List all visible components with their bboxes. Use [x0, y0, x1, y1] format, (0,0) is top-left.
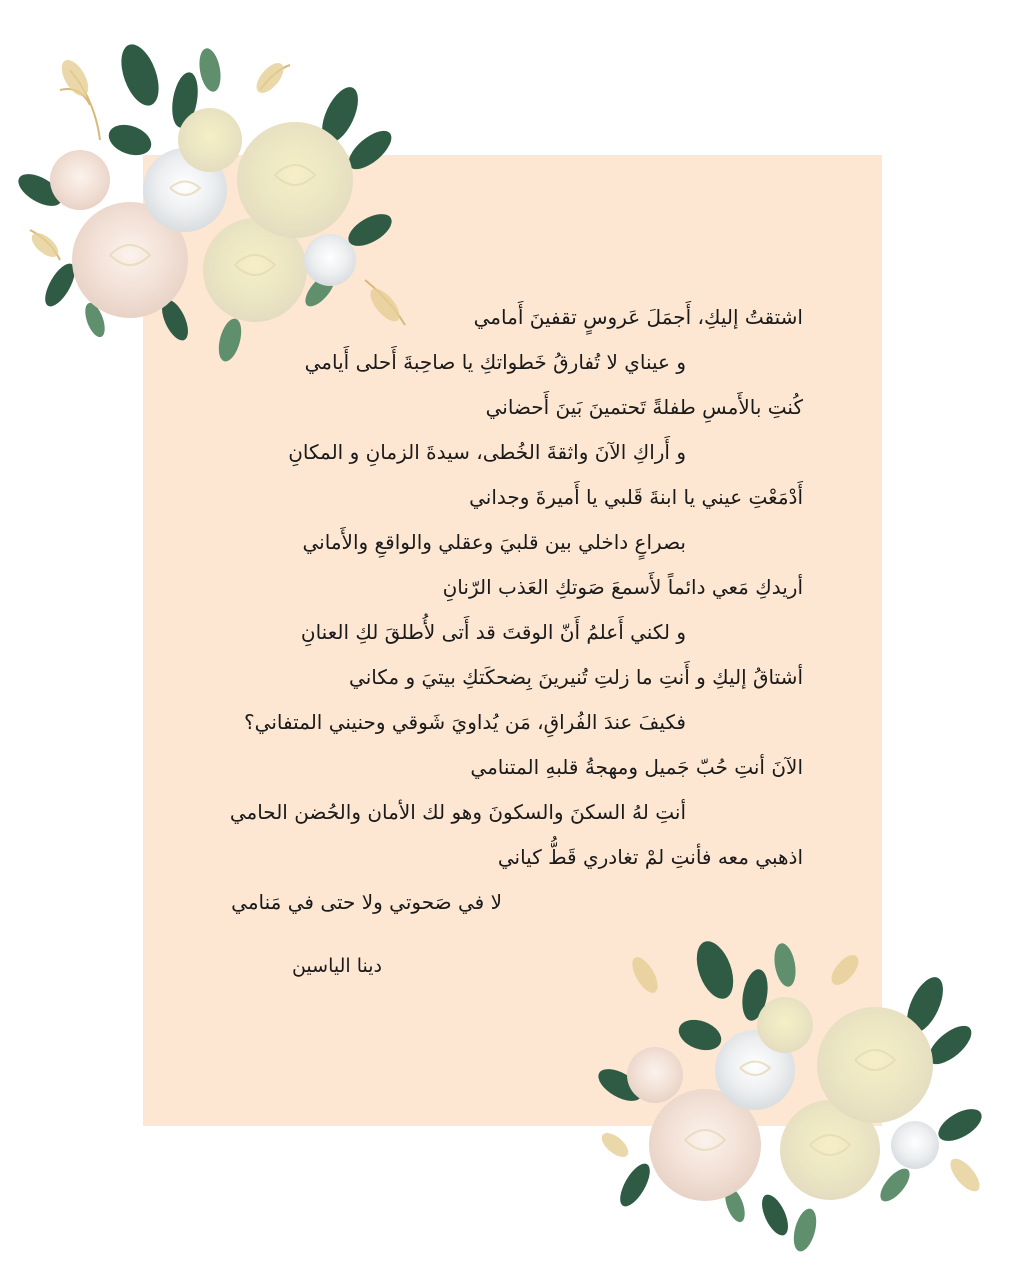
poem-line: فكيفَ عندَ الفُراقِ، مَن يُداويَ شَوقي وحنيني المتفاني؟	[244, 710, 686, 734]
poem-line: أشتاقُ إليكِ و أَنتِ ما زلتِ تُنيرينَ بِضحكَتكِ بيتيَ و مكاني	[349, 665, 803, 689]
poem-line: اشتقتُ إليكِ، أَجمَلَ عَروسٍ تقفينَ أَمامي	[473, 305, 803, 329]
poem-line: لا في صَحوتي ولا حتى في مَنامي	[231, 890, 502, 914]
poem-line: و عيناي لا تُفارقُ خَطواتكِ يا صاحِبةَ أَحلى أَيامي	[304, 350, 686, 374]
poem-line: و لكني أَعلمُ أَنّ الوقتَ قد أَتى لأُطلقَ لكِ العنانِ	[300, 620, 686, 644]
poem-line: أريدكِ مَعي دائماً لأَسمعَ صَوتكِ العَذب الرّنانِ	[442, 575, 803, 599]
poem-line: أَدْمَعْتِ عيني يا ابنةَ قَلبي يا أَميرةَ وجداني	[469, 485, 803, 509]
poem-line: أنتِ لهُ السكنَ والسكونَ وهو لك الأمان والحُضن الحامي	[229, 800, 686, 824]
poem-line: كُنتِ بالأَمسِ طفلةً تَحتمينَ بَينَ أَحضاني	[485, 395, 803, 419]
author-signature: دينا الياسين	[291, 955, 382, 977]
poem-line: بصراعٍ داخلي بين قلبيَ وعقلي والواقعِ والأَماني	[302, 530, 686, 554]
poem-line: و أَراكِ الآنَ واثقةَ الخُطى، سيدةَ الزمانِ و المكانِ	[288, 440, 686, 464]
poem-line: اذهبي معه فأنتِ لمْ تغادري قَطُّ كياني	[497, 845, 803, 869]
poem-line: الآنَ أنتِ حُبّ جَميل ومهجةُ قلبهِ المتنامي	[470, 755, 803, 779]
